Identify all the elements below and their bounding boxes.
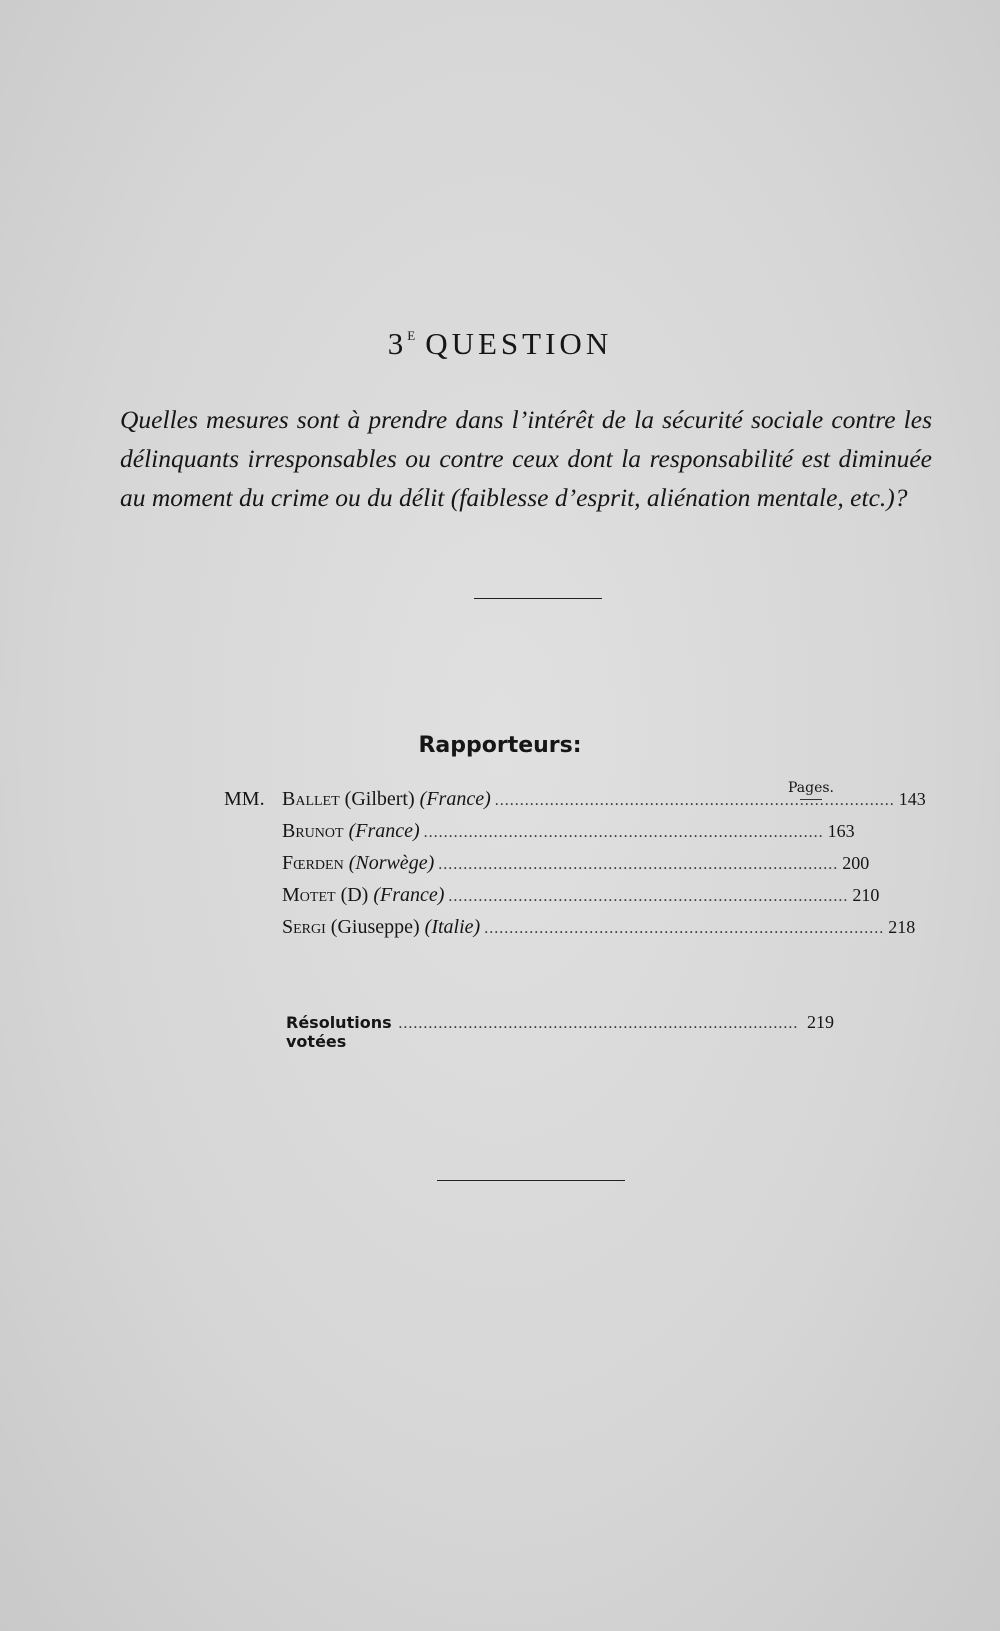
rapporteur-name: Brunot <box>282 820 344 842</box>
rapporteur-country: (France) <box>419 788 491 810</box>
dot-leader: ................................................................................ <box>484 920 885 937</box>
resolutions-page: 219 <box>807 1012 834 1032</box>
rapporteur-row <box>224 820 855 850</box>
rapporteur-name: Sergi <box>282 916 326 938</box>
question-heading <box>0 326 1000 362</box>
dot-leader: ................................................................................ <box>423 824 824 841</box>
divider-rule <box>437 1180 625 1181</box>
resolutions-label: Résolutions votées <box>286 1013 392 1051</box>
question-number-superscript: E <box>407 328 416 343</box>
rapporteur-name: Fœrden <box>282 852 344 874</box>
dot-leader: ................................................................................ <box>398 1015 799 1032</box>
question-label: QUESTION <box>425 326 613 361</box>
dot-leader: ................................................................................ <box>448 888 849 905</box>
question-number: 3 <box>387 326 408 361</box>
rapporteur-given-name: (Gilbert) <box>344 788 415 810</box>
rapporteur-country: (France) <box>373 884 445 906</box>
rapporteur-country: (France) <box>348 820 420 842</box>
rapporteur-country: (Italie) <box>424 916 481 938</box>
divider-rule <box>474 598 602 599</box>
question-text: Quelles mesures sont à prendre dans l’intérêt de la sécurité sociale contre les délinquants irresponsables ou contre ceux dont la responsabilité est diminuée au moment du crime ou du délit (faiblesse d’esprit, aliénation mentale, etc.)? <box>120 405 932 512</box>
pages-label: Pages. <box>787 780 835 796</box>
rapporteur-row <box>224 852 870 882</box>
messieurs-prefix: MM. <box>224 788 265 810</box>
rapporteur-page: 218 <box>888 917 916 937</box>
rapporteur-row <box>224 884 880 914</box>
rapporteur-page: 210 <box>852 885 880 905</box>
resolutions-row <box>224 1012 834 1051</box>
rapporteur-page: 163 <box>827 821 855 841</box>
rapporteurs-heading: Rapporteurs: <box>418 733 582 758</box>
rapporteur-name: Ballet <box>282 788 340 810</box>
rapporteur-page: 200 <box>842 853 870 873</box>
dot-leader: ................................................................................ <box>494 792 895 809</box>
rapporteur-page: 143 <box>898 789 926 809</box>
rapporteur-row <box>224 916 916 946</box>
rapporteur-country: (Norwège) <box>348 852 435 874</box>
dot-leader: ................................................................................ <box>438 856 839 873</box>
rapporteur-given-name: (Giuseppe) <box>330 916 420 938</box>
rapporteur-name: Motet <box>282 884 336 906</box>
rapporteur-given-name: (D) <box>340 884 369 906</box>
